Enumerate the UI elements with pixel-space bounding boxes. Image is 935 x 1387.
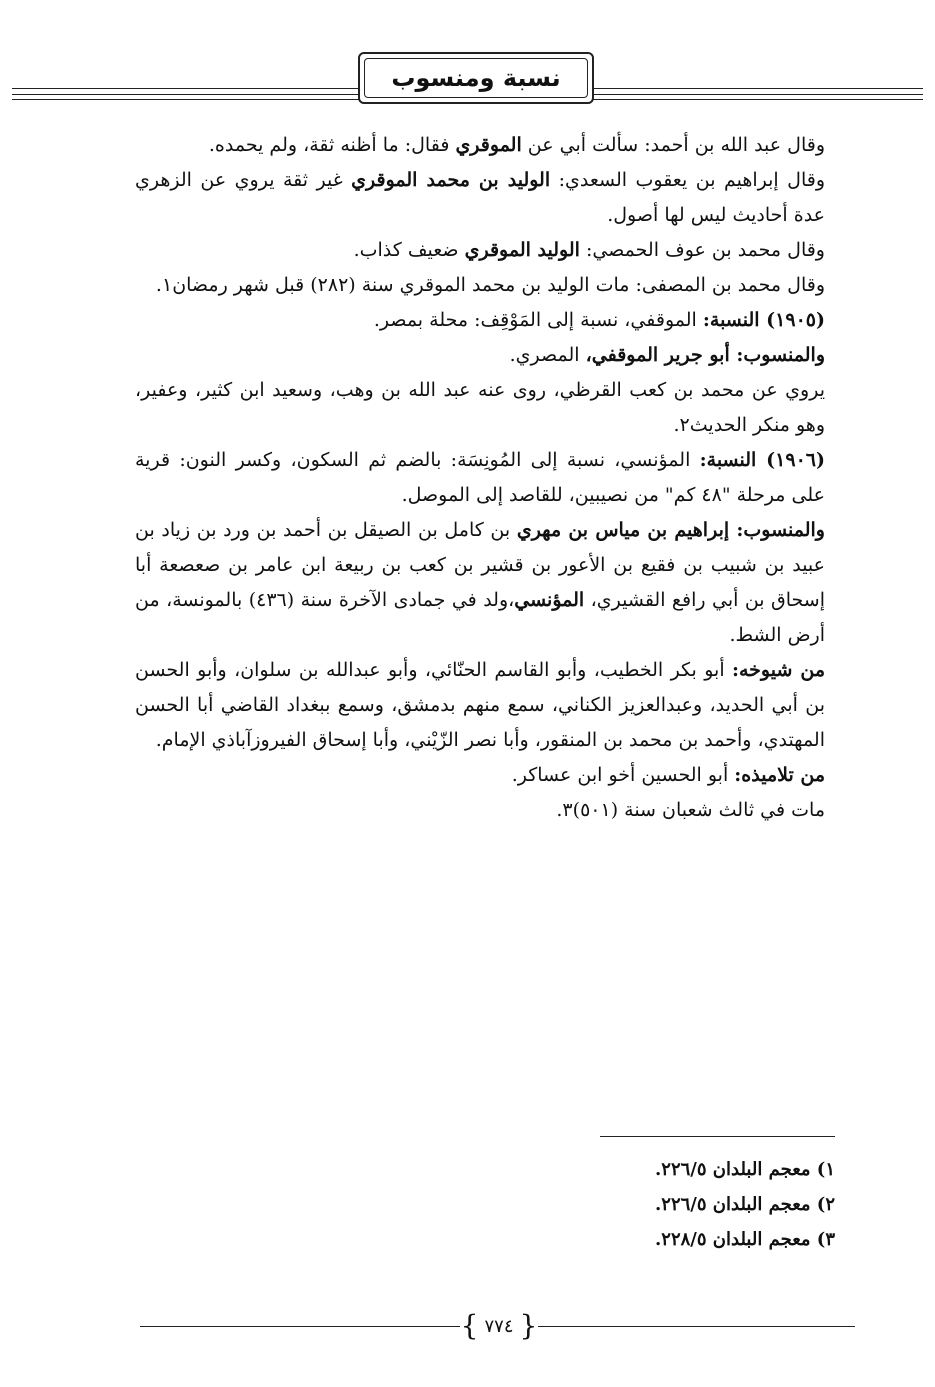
text-run: المؤنسي، نسبة إلى المُونِسَة: بالضم ثم السكون، وكسر النون: قرية على مرحلة "٤٨ كم" من نصيبين، للقاصد إلى الموصل. — [135, 449, 825, 506]
bold-text: من تلاميذه: — [734, 764, 825, 786]
footnotes — [435, 1152, 835, 1257]
brace-left-icon: { — [460, 1309, 479, 1342]
text-run: أبو الحسين أخو ابن عساكر. — [511, 764, 735, 786]
bold-text: الموقري — [455, 134, 522, 156]
bold-text: (١٩٠٦) النسبة: — [699, 449, 825, 471]
page-number-rule-left — [140, 1326, 465, 1327]
text-run: وقال محمد بن المصفى: مات الوليد بن محمد الموقري سنة (٢٨٢) قبل شهر رمضان١. — [155, 274, 825, 296]
bold-text: الوليد الموقري — [464, 239, 580, 261]
text-run: ضعيف كذاب. — [353, 239, 465, 261]
page-title: نسبة ومنسوب — [364, 58, 588, 98]
bold-text: والمنسوب: إبراهيم بن مياس بن مهري — [516, 519, 825, 541]
text-run: ،ولد في جمادى الآخرة سنة (٤٣٦) بالمونسة، من أرض الشط. — [135, 589, 825, 646]
text-run: فقال: ما أظنه ثقة، ولم يحمده. — [208, 134, 456, 156]
paragraph-12 — [135, 793, 825, 828]
page-number-rule-right — [533, 1326, 855, 1327]
text-run: وقال عبد الله بن أحمد: سألت أبي عن — [521, 134, 825, 156]
bold-text: من شيوخه: — [731, 659, 825, 681]
paragraph-6 — [135, 338, 825, 373]
paragraph-11 — [135, 758, 825, 793]
footnote-separator — [600, 1136, 835, 1137]
bold-text: المؤنسي — [514, 589, 585, 611]
text-run: الموقفي، نسبة إلى المَوْقِف: محلة بمصر. — [373, 309, 703, 331]
text-run: غير ثقة يروي عن الزهري عدة أحاديث ليس لها أصول. — [135, 169, 825, 226]
brace-right-icon: } — [519, 1309, 538, 1342]
header-title-box — [358, 52, 594, 104]
bold-text: والمنسوب: أبو جرير الموقفي، — [585, 344, 825, 366]
paragraph-1 — [135, 128, 825, 163]
bold-text: الوليد بن محمد الموقري — [351, 169, 551, 191]
bold-text: (١٩٠٥) النسبة: — [702, 309, 825, 331]
paragraph-2 — [135, 163, 825, 233]
paragraph-9 — [135, 513, 825, 653]
paragraph-7 — [135, 373, 825, 443]
footnote-3: ٣) معجم البلدان ٢٢٨/٥. — [655, 1229, 835, 1250]
text-run: بن كامل بن الصيقل بن أحمد بن ورد بن زياد بن عبيد بن شبيب بن فقيع بن الأعور بن قشير بن كعب بن ربيعة ابن عامر بن صعصعة أبا إسحاق بن أبي رافع القشيري، — [135, 519, 825, 611]
footnote-2: ٢) معجم البلدان ٢٢٦/٥. — [655, 1194, 835, 1215]
text-run: وقال إبراهيم بن يعقوب السعدي: — [550, 169, 826, 191]
footnote-1: ١) معجم البلدان ٢٢٦/٥. — [655, 1159, 835, 1180]
paragraph-10 — [135, 653, 825, 758]
page-number-box — [460, 1308, 538, 1344]
text-run: يروي عن محمد بن كعب القرظي، روى عنه عبد الله بن وهب، وسعيد ابن كثير، وعفير، وهو منكر الحديث٢. — [135, 379, 825, 436]
paragraph-8 — [135, 443, 825, 513]
text-run: أبو بكر الخطيب، وأبو القاسم الحنّائي، وأبو عبدالله بن سلوان، وأبو الحسن بن أبي الحديد، وعبدالعزيز الكناني، سمع منهم بدمشق، وسمع ببغداد القاضي أبا الحسن المهتدي، وأحمد بن محمد بن المنقور، وأبا نصر الزّيْني، وأبا إسحاق الفيروزآباذي الإمام. — [135, 659, 825, 751]
paragraph-3 — [135, 233, 825, 268]
text-run: المصري. — [509, 344, 586, 366]
text-run: وقال محمد بن عوف الحمصي: — [579, 239, 825, 261]
page-number: ٧٧٤ — [484, 1315, 514, 1337]
paragraph-4 — [135, 268, 825, 303]
text-run: مات في ثالث شعبان سنة (٥٠١)٣. — [556, 799, 825, 821]
main-text — [135, 128, 825, 828]
paragraph-5 — [135, 303, 825, 338]
